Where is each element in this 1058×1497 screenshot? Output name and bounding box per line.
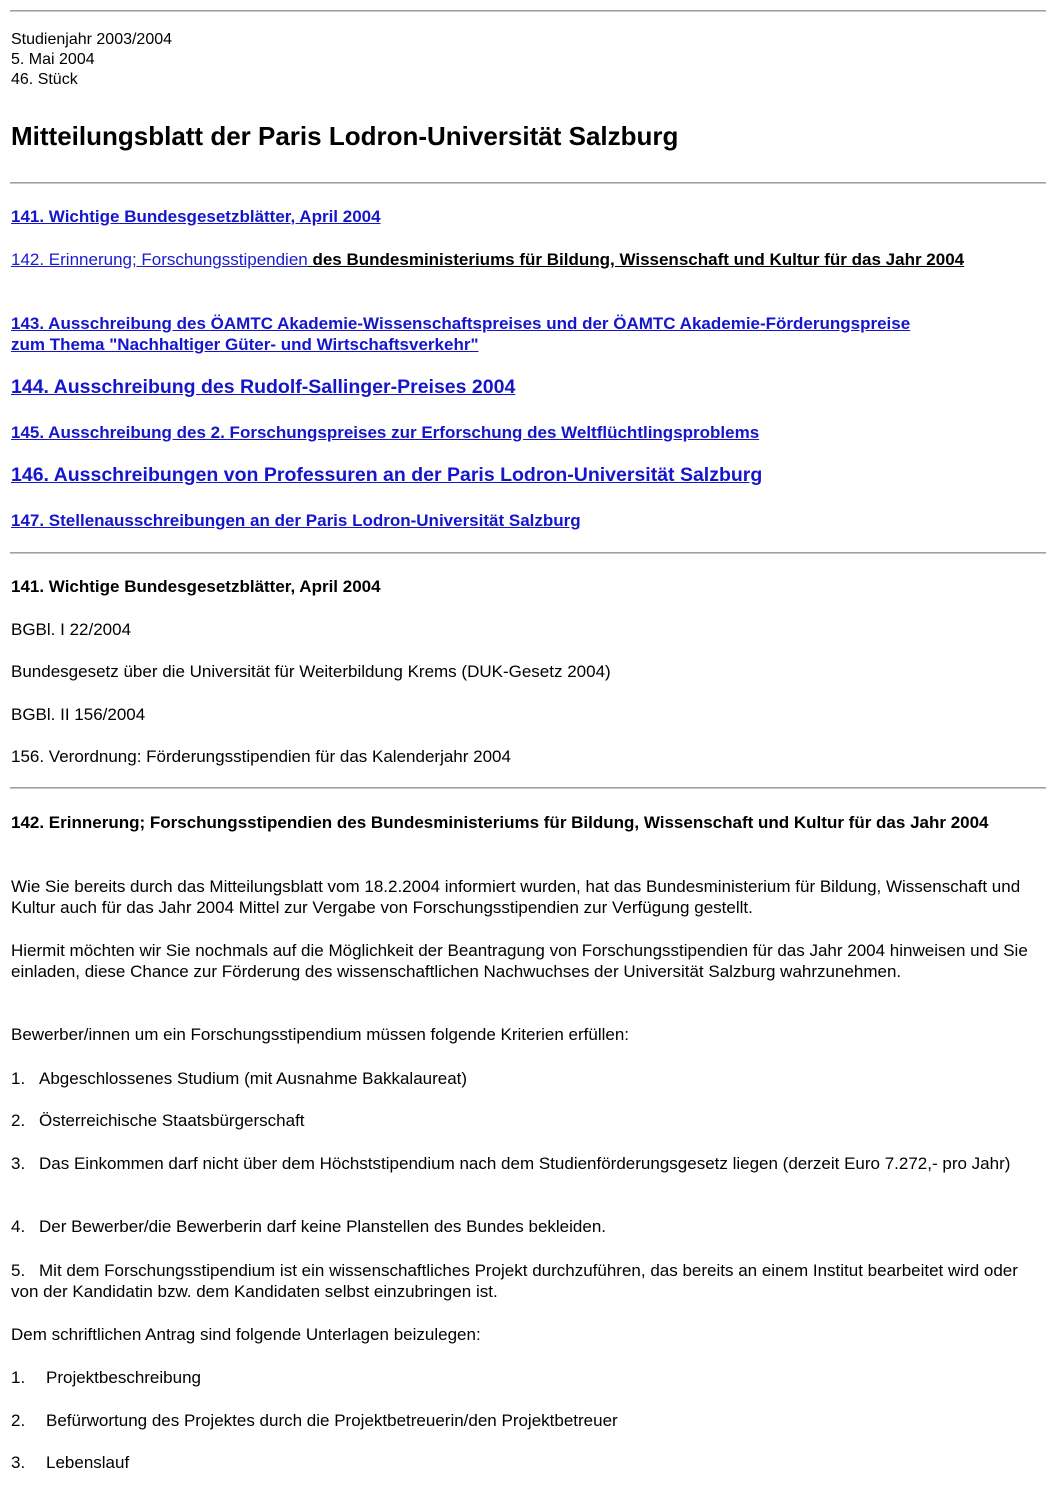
gazette-entry: 156. Verordnung: Förderungsstipendien für das Kalenderjahr 2004: [11, 747, 511, 766]
criteria-item: [11, 1110, 1047, 1131]
horizontal-rule: [10, 10, 1046, 12]
toc-link-146[interactable]: 146. Ausschreibungen von Professuren an der Paris Lodron-Universität Salzburg: [11, 464, 763, 486]
criteria-item: [11, 1068, 1047, 1089]
page-title: Mitteilungsblatt der Paris Lodron-Universität Salzburg: [11, 121, 679, 151]
document-number: 2.: [11, 1411, 26, 1430]
toc-item-144: [11, 375, 1047, 399]
criteria-text: Das Einkommen darf nicht über dem Höchststipendium nach dem Studienförderungsgesetz liegen (derzeit Euro 7.272,- pro Jahr): [39, 1154, 1011, 1173]
criteria-number: 1.: [11, 1069, 26, 1088]
criteria-item: [11, 1216, 1047, 1237]
toc-item-147: [11, 510, 1047, 531]
toc-link-143[interactable]: 143. Ausschreibung des ÖAMTC Akademie-Wissenschaftspreises und der ÖAMTC Akademie-Förderungspreise zum Thema "Nachhaltiger Güter- und Wirtschaftsverkehr": [11, 314, 911, 354]
toc-link-147[interactable]: 147. Stellenausschreibungen an der Paris Lodron-Universität Salzburg: [11, 511, 581, 530]
toc-link-144[interactable]: 144. Ausschreibung des Rudolf-Sallinger-Preises 2004: [11, 376, 516, 398]
criteria-text: Abgeschlossenes Studium (mit Ausnahme Bakkalaureat): [39, 1069, 468, 1088]
intro-paragraph: Wie Sie bereits durch das Mitteilungsblatt vom 18.2.2004 informiert wurden, hat das Bundesministerium für Bildung, Wissenschaft und Kultur auch für das Jahr 2004 Mittel zur Vergabe von Forschungsstipendien zur Verfügung gestellt.: [11, 877, 1021, 917]
documents-intro: Dem schriftlichen Antrag sind folgende Unterlagen beizulegen:: [11, 1325, 481, 1344]
document-item: [11, 1452, 1047, 1473]
horizontal-rule: [10, 787, 1046, 789]
toc-item-143: [11, 313, 911, 355]
academic-year: Studienjahr 2003/2004: [11, 31, 173, 48]
section-141-heading: 141. Wichtige Bundesgesetzblätter, April 2004: [11, 577, 381, 596]
document-number: 3.: [11, 1453, 26, 1472]
gazette-entry: Bundesgesetz über die Universität für Weiterbildung Krems (DUK-Gesetz 2004): [11, 662, 611, 681]
toc-link-141[interactable]: 141. Wichtige Bundesgesetzblätter, April 2004: [11, 207, 381, 226]
toc-link-142[interactable]: 142. Erinnerung; Forschungsstipendien: [11, 250, 308, 269]
document-item: [11, 1410, 1047, 1431]
toc-item-145: [11, 422, 1047, 443]
document-text: Projektbeschreibung: [46, 1368, 201, 1387]
document-number: 1.: [11, 1368, 26, 1387]
section-142-heading: 142. Erinnerung; Forschungsstipendien des Bundesministeriums für Bildung, Wissenschaft und Kultur für das Jahr 2004: [11, 813, 989, 832]
criteria-item: [11, 1260, 1047, 1302]
toc-item-141: [11, 206, 1047, 227]
criteria-number: 5.: [11, 1261, 26, 1280]
toc-item-142: [11, 249, 1047, 270]
intro-paragraph: Hiermit möchten wir Sie nochmals auf die Möglichkeit der Beantragung von Forschungsstipendien für das Jahr 2004 hinweisen und Sie einladen, diese Chance zur Förderung des wissenschaftlichen Nachwuchses der Universität Salzburg wahrzunehmen.: [11, 941, 1028, 981]
toc-item-146: [11, 463, 1047, 487]
criteria-number: 3.: [11, 1154, 26, 1173]
criteria-intro: Bewerber/innen um ein Forschungsstipendium müssen folgende Kriterien erfüllen:: [11, 1025, 630, 1044]
document-item: [11, 1367, 1047, 1388]
issue-date: 5. Mai 2004: [11, 51, 95, 68]
gazette-entry: BGBl. I 22/2004: [11, 620, 132, 639]
issue-meta: [11, 30, 172, 90]
document-text: Lebenslauf: [46, 1453, 130, 1472]
horizontal-rule: [10, 552, 1046, 554]
criteria-text: Österreichische Staatsbürgerschaft: [39, 1111, 305, 1130]
criteria-text: Der Bewerber/die Bewerberin darf keine Planstellen des Bundes bekleiden.: [39, 1217, 607, 1236]
toc-link-145[interactable]: 145. Ausschreibung des 2. Forschungspreises zur Erforschung des Weltflüchtlingsproblems: [11, 423, 760, 442]
criteria-item: [11, 1153, 1047, 1174]
toc-link-142-tail[interactable]: des Bundesministeriums für Bildung, Wissenschaft und Kultur für das Jahr 2004: [307, 250, 965, 269]
horizontal-rule: [10, 182, 1046, 184]
gazette-entry: BGBl. II 156/2004: [11, 705, 146, 724]
criteria-text: Mit dem Forschungsstipendium ist ein wissenschaftliches Projekt durchzuführen, das bereits an einem Institut bearbeitet wird oder von der Kandidatin bzw. dem Kandidaten selbst einzubringen ist.: [11, 1261, 1018, 1301]
criteria-number: 4.: [11, 1217, 26, 1236]
criteria-number: 2.: [11, 1111, 26, 1130]
document-text: Befürwortung des Projektes durch die Projektbetreuerin/den Projektbetreuer: [46, 1411, 618, 1430]
issue-number: 46. Stück: [11, 71, 78, 88]
